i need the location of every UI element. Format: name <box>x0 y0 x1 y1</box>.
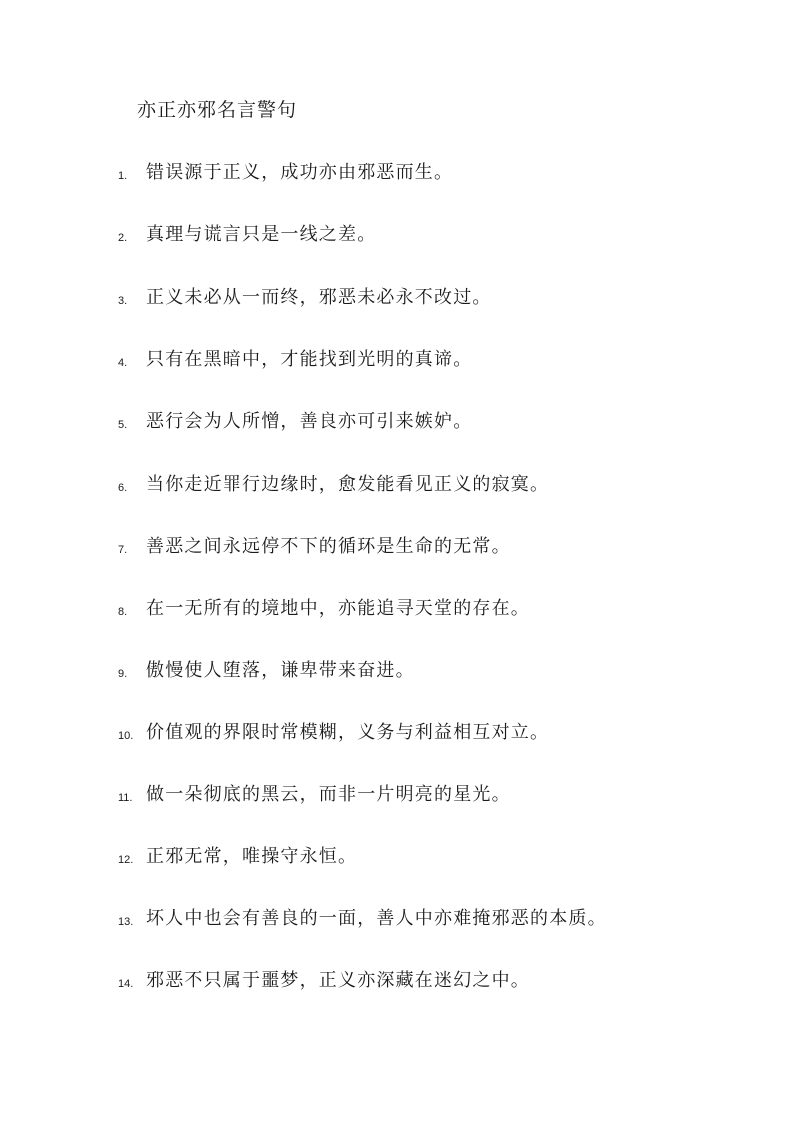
list-item <box>0 158 800 188</box>
list-item <box>0 842 800 872</box>
list-item-text: 做一朵彻底的黑云，而非一片明亮的星光。 <box>146 784 511 805</box>
list-item-number: 3. <box>118 295 128 307</box>
list-item <box>0 470 800 500</box>
list-item <box>0 780 800 810</box>
list-item <box>0 220 800 250</box>
list-item-number: 10. <box>118 730 134 742</box>
list-item-number: 9. <box>118 668 128 680</box>
list-item-text: 坏人中也会有善良的一面，善人中亦难掩邪恶的本质。 <box>146 908 607 929</box>
list-item <box>0 656 800 686</box>
list-item <box>0 283 800 313</box>
list-item <box>0 345 800 375</box>
list-item-text: 善恶之间永远停不下的循环是生命的无常。 <box>146 536 511 557</box>
list-item <box>0 407 800 437</box>
list-item <box>0 966 800 996</box>
list-item-text: 邪恶不只属于噩梦，正义亦深藏在迷幻之中。 <box>146 970 530 991</box>
list-item-text: 真理与谎言只是一线之差。 <box>146 224 377 245</box>
list-item-number: 8. <box>118 606 128 618</box>
list-item-text: 正义未必从一而终，邪恶未必永不改过。 <box>146 287 492 308</box>
list-item-number: 7. <box>118 544 128 556</box>
list-item-number: 4. <box>118 357 128 369</box>
list-item-number: 5. <box>118 419 128 431</box>
list-item-number: 14. <box>118 978 134 990</box>
list-item-number: 11. <box>118 792 133 804</box>
list-item-text: 当你走近罪行边缘时，愈发能看见正义的寂寞。 <box>146 474 550 495</box>
list-item-number: 13. <box>118 916 134 928</box>
list-item-text: 只有在黑暗中，才能找到光明的真谛。 <box>146 349 473 370</box>
list-item <box>0 718 800 748</box>
list-item-text: 在一无所有的境地中，亦能追寻天堂的存在。 <box>146 598 530 619</box>
list-item-text: 恶行会为人所憎，善良亦可引来嫉妒。 <box>146 411 473 432</box>
list-item <box>0 532 800 562</box>
list-item-number: 1. <box>118 170 128 182</box>
list-item <box>0 904 800 934</box>
list-item-number: 12. <box>118 854 134 866</box>
list-item-text: 价值观的界限时常模糊，义务与利益相互对立。 <box>146 722 550 743</box>
list-item <box>0 594 800 624</box>
page-title: 亦正亦邪名言警句 <box>137 99 298 121</box>
list-item-number: 2. <box>118 232 128 244</box>
list-item-number: 6. <box>118 482 128 494</box>
list-item-text: 错误源于正义，成功亦由邪恶而生。 <box>146 162 454 183</box>
list-item-text: 傲慢使人堕落，谦卑带来奋进。 <box>146 660 415 681</box>
list-item-text: 正邪无常，唯操守永恒。 <box>146 846 358 867</box>
